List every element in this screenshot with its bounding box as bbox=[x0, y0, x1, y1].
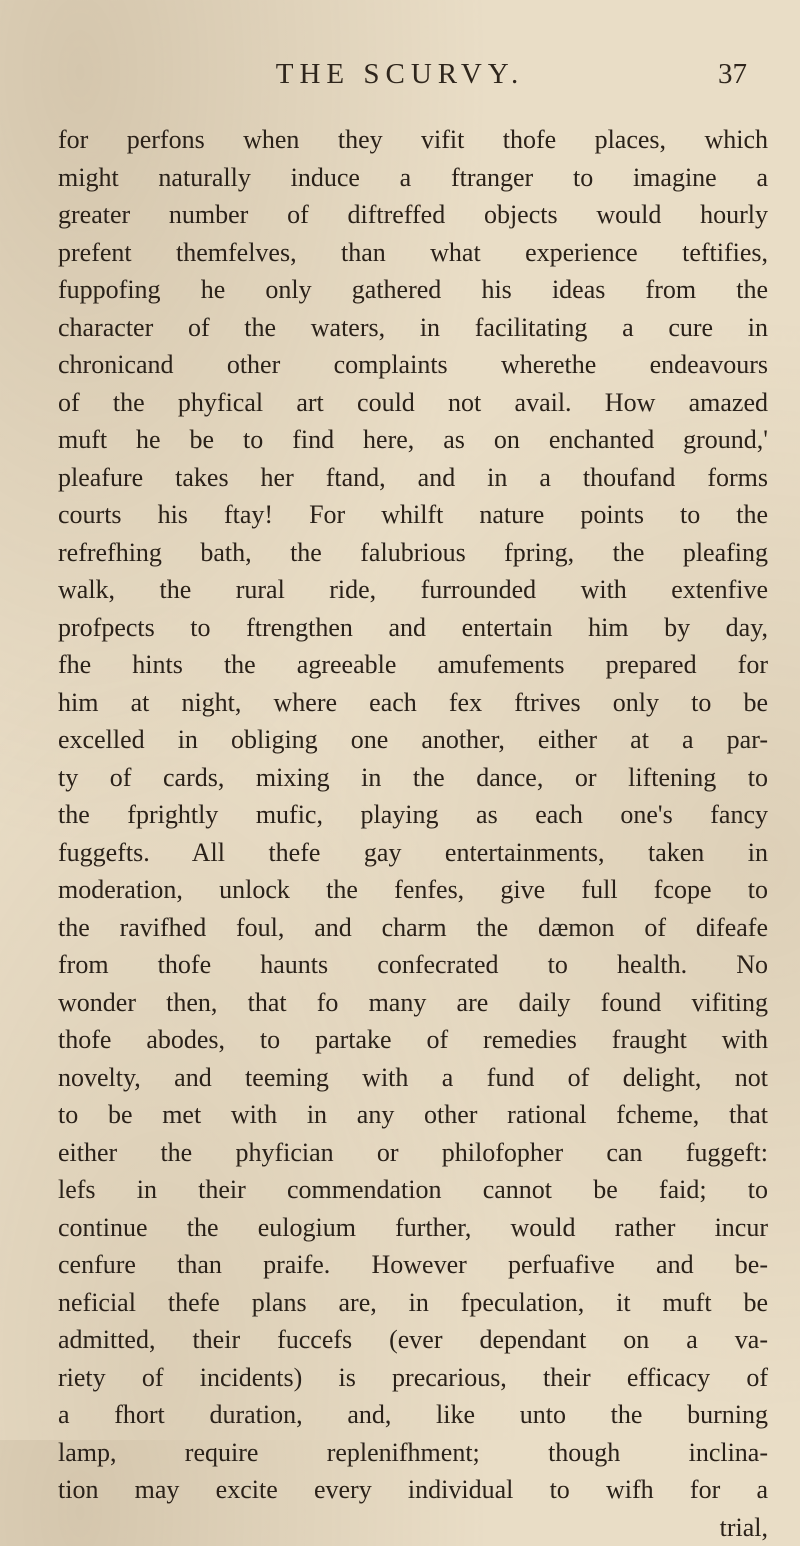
text-line: walk, the rural ride, furrounded with extenfive bbox=[58, 571, 768, 609]
text-line: neficial thefe plans are, in fpeculation, it muft be bbox=[58, 1284, 768, 1322]
text-line: character of the waters, in facilitating a cure in bbox=[58, 309, 768, 347]
running-head: THE SCURVY. bbox=[200, 58, 600, 91]
text-line: to be met with in any other rational fcheme, that bbox=[58, 1096, 768, 1134]
text-line: fuggefts. All thefe gay entertainments, taken in bbox=[58, 834, 768, 872]
text-line: lefs in their commendation cannot be faid; to bbox=[58, 1171, 768, 1209]
text-line: a fhort duration, and, like unto the burning bbox=[58, 1396, 768, 1434]
text-line: fuppofing he only gathered his ideas from the bbox=[58, 271, 768, 309]
text-line: profpects to ftrengthen and entertain him by day, bbox=[58, 609, 768, 647]
text-line: tion may excite every individual to wifh for a bbox=[58, 1471, 768, 1509]
text-line: riety of incidents) is precarious, their efficacy of bbox=[58, 1359, 768, 1397]
text-line: chronicand other complaints wherethe endeavours bbox=[58, 346, 768, 384]
text-line: might naturally induce a ftranger to imagine a bbox=[58, 159, 768, 197]
text-line-catchword: trial, bbox=[58, 1509, 768, 1546]
text-line: pleafure takes her ftand, and in a thoufand forms bbox=[58, 459, 768, 497]
page-number: 37 bbox=[718, 58, 747, 91]
text-line: him at night, where each fex ftrives only to be bbox=[58, 684, 768, 722]
text-line: greater number of diftreffed objects would hourly bbox=[58, 196, 768, 234]
text-line: the fprightly mufic, playing as each one's fancy bbox=[58, 796, 768, 834]
text-line: muft he be to find here, as on enchanted ground,' bbox=[58, 421, 768, 459]
text-line: excelled in obliging one another, either at a par- bbox=[58, 721, 768, 759]
text-line: the ravifhed foul, and charm the dæmon of difeafe bbox=[58, 909, 768, 947]
text-line: refrefhing bath, the falubrious fpring, the pleafing bbox=[58, 534, 768, 572]
text-line: fhe hints the agreeable amufements prepared for bbox=[58, 646, 768, 684]
text-line: continue the eulogium further, would rather incur bbox=[58, 1209, 768, 1247]
text-line: thofe abodes, to partake of remedies fraught with bbox=[58, 1021, 768, 1059]
text-line: from thofe haunts confecrated to health. No bbox=[58, 946, 768, 984]
text-line: wonder then, that fo many are daily found vifiting bbox=[58, 984, 768, 1022]
text-line: ty of cards, mixing in the dance, or liftening to bbox=[58, 759, 768, 797]
text-line: lamp, require replenifhment; though inclina- bbox=[58, 1434, 768, 1472]
text-line: for perfons when they vifit thofe places, which bbox=[58, 121, 768, 159]
text-line: courts his ftay! For whilft nature points to the bbox=[58, 496, 768, 534]
text-line: admitted, their fuccefs (ever dependant on a va- bbox=[58, 1321, 768, 1359]
text-line: moderation, unlock the fenfes, give full fcope to bbox=[58, 871, 768, 909]
text-line: of the phyfical art could not avail. How amazed bbox=[58, 384, 768, 422]
text-line: either the phyfician or philofopher can fuggeft: bbox=[58, 1134, 768, 1172]
body-text bbox=[58, 121, 768, 1546]
text-line: prefent themfelves, than what experience teftifies, bbox=[58, 234, 768, 272]
text-line: cenfure than praife. However perfuafive and be- bbox=[58, 1246, 768, 1284]
text-line: novelty, and teeming with a fund of delight, not bbox=[58, 1059, 768, 1097]
